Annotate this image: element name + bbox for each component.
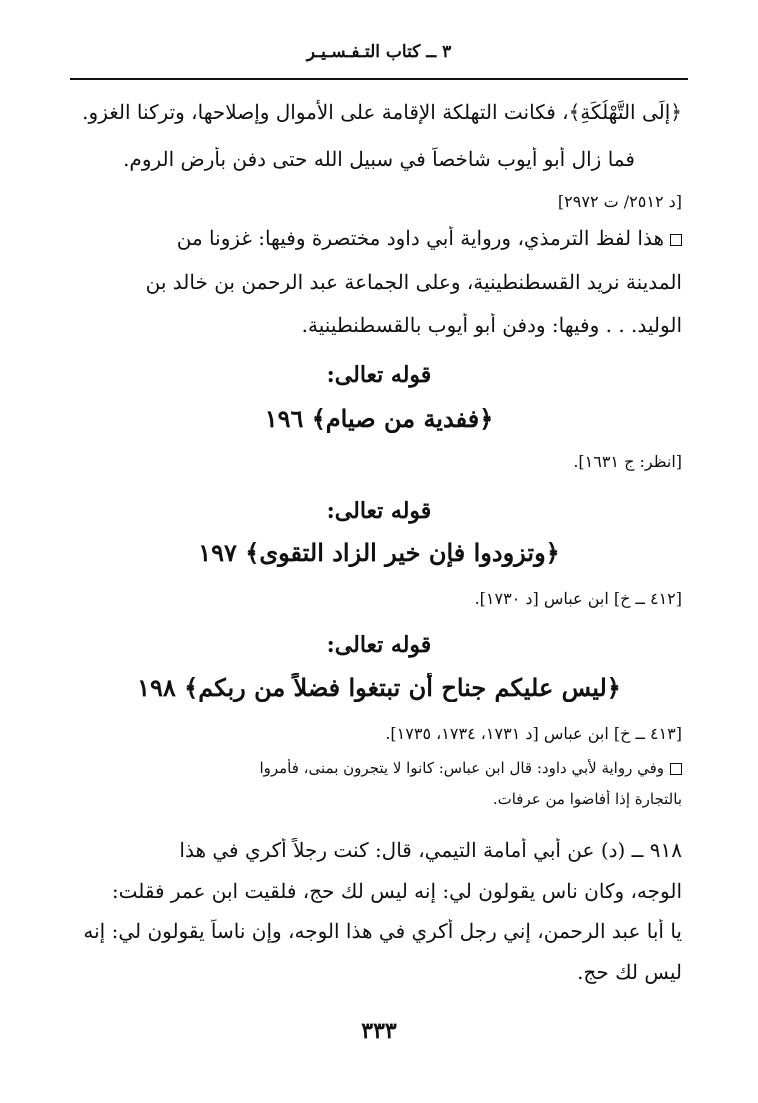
text-line: فما زال أبو أيوب شاخصاً في سبيل الله حتى دفن بأرض الروم. (123, 147, 635, 171)
note-line: وفي رواية لأبي داود: قال ابن عباس: كانوا لا يتجرون بمنى، فأمروا (76, 759, 682, 777)
comment-line: المدينة نريد القسطنطينية، وعلى الجماعة عبد الرحمن بن خالد بن (145, 270, 682, 294)
page-number: ٣٣٣ (361, 1018, 397, 1044)
source-reference: [انظر: ج ١٦٣١]. (573, 452, 682, 471)
square-icon (670, 234, 682, 246)
text-line: ﴿إِلَى التَّهْلُكَةِ﴾، فكانت التهلكة الإقامة على الأموال وإصلاحها، وتركنا الغزو. (82, 100, 682, 124)
quran-verse: ﴿ففدية من صيام﴾ ١٩٦ (264, 404, 494, 433)
quran-verse: ﴿وتزودوا فإن خير الزاد التقوى﴾ ١٩٧ (198, 538, 560, 567)
source-reference: [د ٢٥١٢/ ت ٢٩٧٢] (557, 192, 682, 211)
hadith-line: يا أبا عبد الرحمن، إني رجل أكري في هذا الوجه، وإن ناساً يقولون لي: إنه (83, 919, 682, 943)
hadith-line: ليس لك حج. (577, 960, 682, 984)
hadith-line: ٩١٨ ــ (د) عن أبي أمامة التيمي، قال: كنت رجلاً أكري في هذا (179, 838, 682, 862)
header-rule (70, 78, 688, 80)
comment-line: الوليد. . . وفيها: ودفن أبو أيوب بالقسطنطينية. (301, 313, 682, 337)
square-icon (670, 763, 682, 775)
source-reference: [٤١٢ ــ خ] ابن عباس [د ١٧٣٠]. (474, 589, 682, 608)
note-line: بالتجارة إذا أفاضوا من عرفات. (492, 790, 682, 808)
source-reference: [٤١٣ ــ خ] ابن عباس [د ١٧٣١، ١٧٣٤، ١٧٣٥]. (385, 724, 682, 743)
section-heading: قوله تعالى: (326, 362, 432, 388)
comment-line: هذا لفظ الترمذي، ورواية أبي داود مختصرة وفيها: غزونا من (76, 226, 682, 250)
section-heading: قوله تعالى: (326, 632, 432, 658)
quran-verse: ﴿ليس عليكم جناح أن تبتغوا فضلاً من ربكم﴾ ١٩٨ (137, 673, 621, 702)
running-header: ٣ ــ كتاب التـفـسـيـر (306, 42, 452, 62)
hadith-line: الوجه، وكان ناس يقولون لي: إنه ليس لك حج، فلقيت ابن عمر فقلت: (111, 879, 682, 903)
section-heading: قوله تعالى: (326, 498, 432, 524)
